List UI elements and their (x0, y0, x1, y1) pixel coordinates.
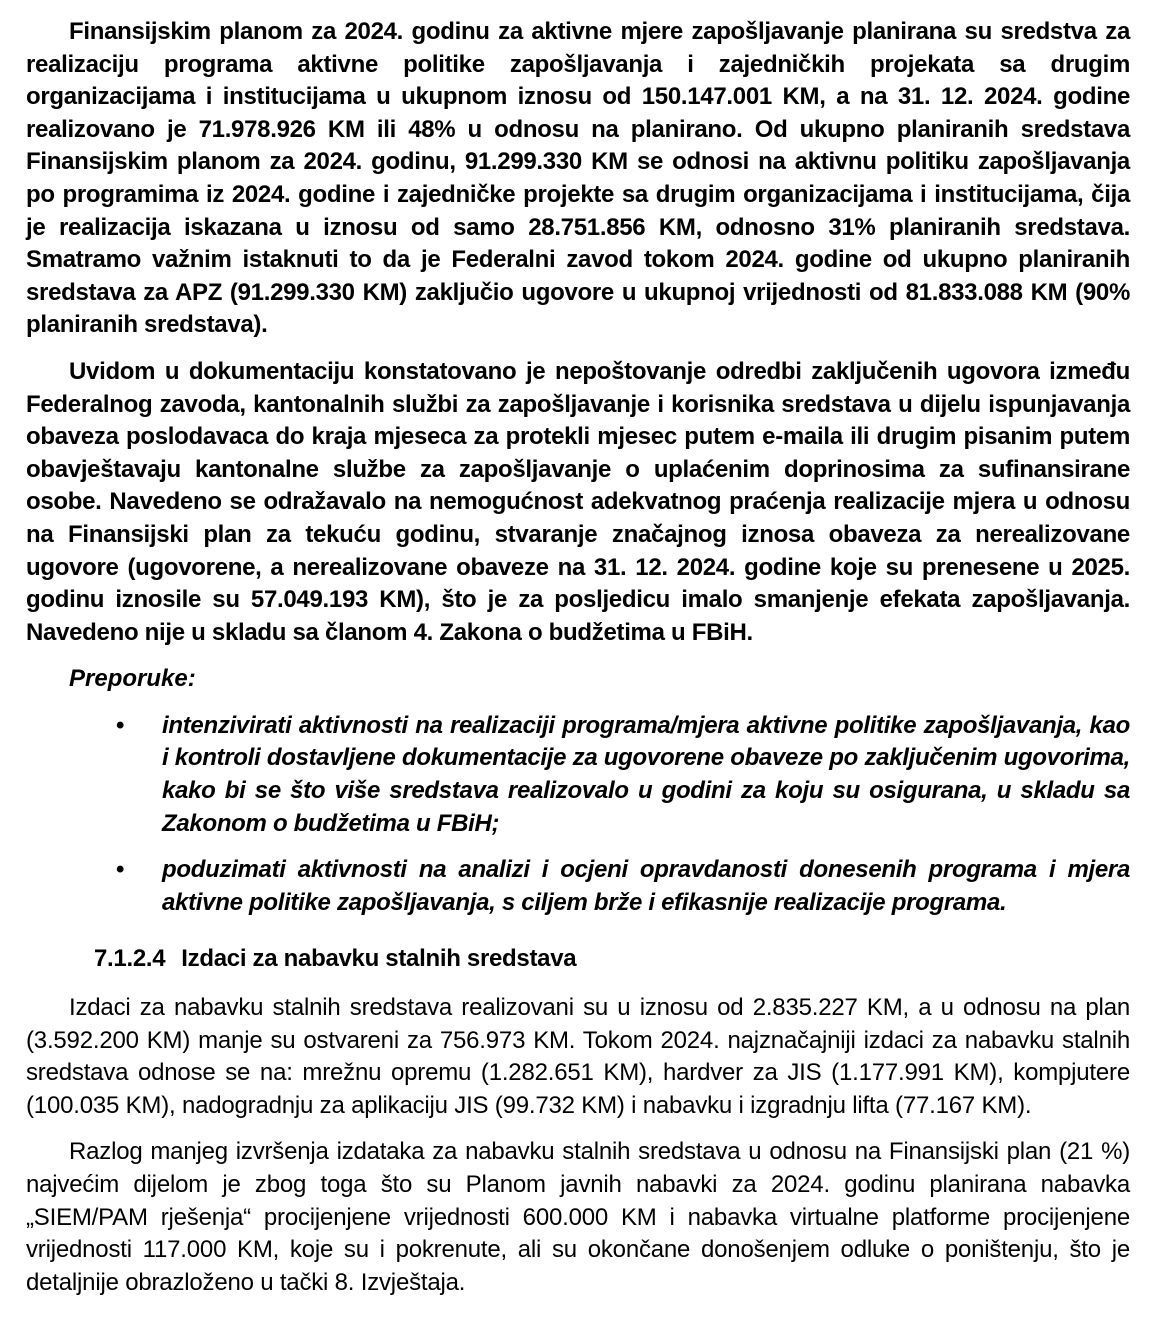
recommendations-heading: Preporuke: (69, 665, 196, 693)
paragraph-documentation-review: Uvidom u dokumentaciju konstatovano je nepoštovanje odredbi zaključenih ugovora između Federalnog zavoda, kantonalnih službi za zapošljavanje i korisnika sredstava u dijelu ispunjavanja obaveza poslodavaca do kraja mjeseca za protekli mjesec putem e-maila ili drugim pisanim putem obavještavaju kantonalne službe za zapošljavanje o uplaćenim doprinosima za sufinansirane osobe. Navedeno se odražavalo na nemogućnost adekvatnog praćenja realizacije mjera u odnosu na Finansijski plan za tekuću godinu, stvaranje značajnog iznosa obaveza za nerealizovane ugovore (ugovorene, a nerealizovane obaveze na 31. 12. 2024. godine koje su prenesene u 2025. godinu iznosile su 57.049.193 KM), što je za posljedicu imalo smanjenje efekata zapošljavanja. Navedeno nije u skladu sa članom 4. Zakona o budžetima u FBiH. (26, 357, 1130, 646)
section-title: Izdaci za nabavku stalnih sredstava (181, 945, 577, 973)
recommendation-item-1 (116, 710, 1130, 840)
recommendation-item-2 (116, 854, 1130, 919)
bullet-icon: • (116, 711, 125, 739)
paragraph-expenditures: Izdaci za nabavku stalnih sredstava realizovani su u iznosu od 2.835.227 KM, a u odnosu na plan (3.592.200 KM) manje su ostvareni za 756.973 KM. Tokom 2024. najznačajniji izdaci za nabavku stalnih sredstava odnose se na: mrežnu opremu (1.282.651 KM), hardver za JIS (1.177.991 KM), kompjutere (100.035 KM), nadogradnju za aplikaciju JIS (99.732 KM) i nabavku i izgradnju lifta (77.167 KM). (26, 994, 1130, 1119)
recommendation-1-text: intenzivirati aktivnosti na realizaciji programa/mjera aktivne politike zapošljavanja, kao i kontroli dostavljene dokumentacije za ugovorene obaveze po zaključenim ugovorima, kako bi se što više sredstava realizovalo u godini za koju su osigurana, u skladu sa Zakonom o budžetima u FBiH; (162, 711, 1130, 837)
recommendation-2-text: poduzimati aktivnosti na analizi i ocjeni opravdanosti donesenih programa i mjera aktivne politike zapošljavanja, s ciljem brže i efikasnije realizacije programa. (162, 856, 1130, 916)
section-heading (94, 943, 1130, 976)
section-number: 7.1.2.4 (94, 945, 166, 973)
bullet-icon: • (116, 856, 125, 884)
paragraph-reason: Razlog manjeg izvršenja izdataka za nabavku stalnih sredstava u odnosu na Finansijski plan (21 %) najvećim dijelom je zbog toga što su Planom javnih nabavki za 2024. godinu planirana nabavka „SIEM/PAM rješenja“ procijenjene vrijednosti 600.000 KM i nabavka virtualne platforme procijenjene vrijednosti 117.000 KM, koje su i pokrenute, ali su okončane donošenjem odluke o poništenju, što je detaljnije obrazloženo u tački 8. Izvještaja. (26, 1138, 1130, 1296)
paragraph-financial-plan: Finansijskim planom za 2024. godinu za aktivne mjere zapošljavanje planirana su sredstva za realizaciju programa aktivne politike zapošljavanja i zajedničkih projekata sa drugim organizacijama i institucijama u ukupnom iznosu od 150.147.001 KM, a na 31. 12. 2024. godine realizovano je 71.978.926 KM ili 48% u odnosu na planirano. Od ukupno planiranih sredstava Finansijskim planom za 2024. godinu, 91.299.330 KM se odnosi na aktivnu politiku zapošljavanja po programima iz 2024. godine i zajedničke projekte sa drugim organizacijama i institucijama, čija je realizacija iskazana u iznosu od samo 28.751.856 KM, odnosno 31% planiranih sredstava. Smatramo važnim istaknuti to da je Federalni zavod tokom 2024. godine od ukupno planiranih sredstava za APZ (91.299.330 KM) zaključio ugovore u ukupnoj vrijednosti od 81.833.088 KM (90% planiranih sredstava). (26, 18, 1130, 339)
